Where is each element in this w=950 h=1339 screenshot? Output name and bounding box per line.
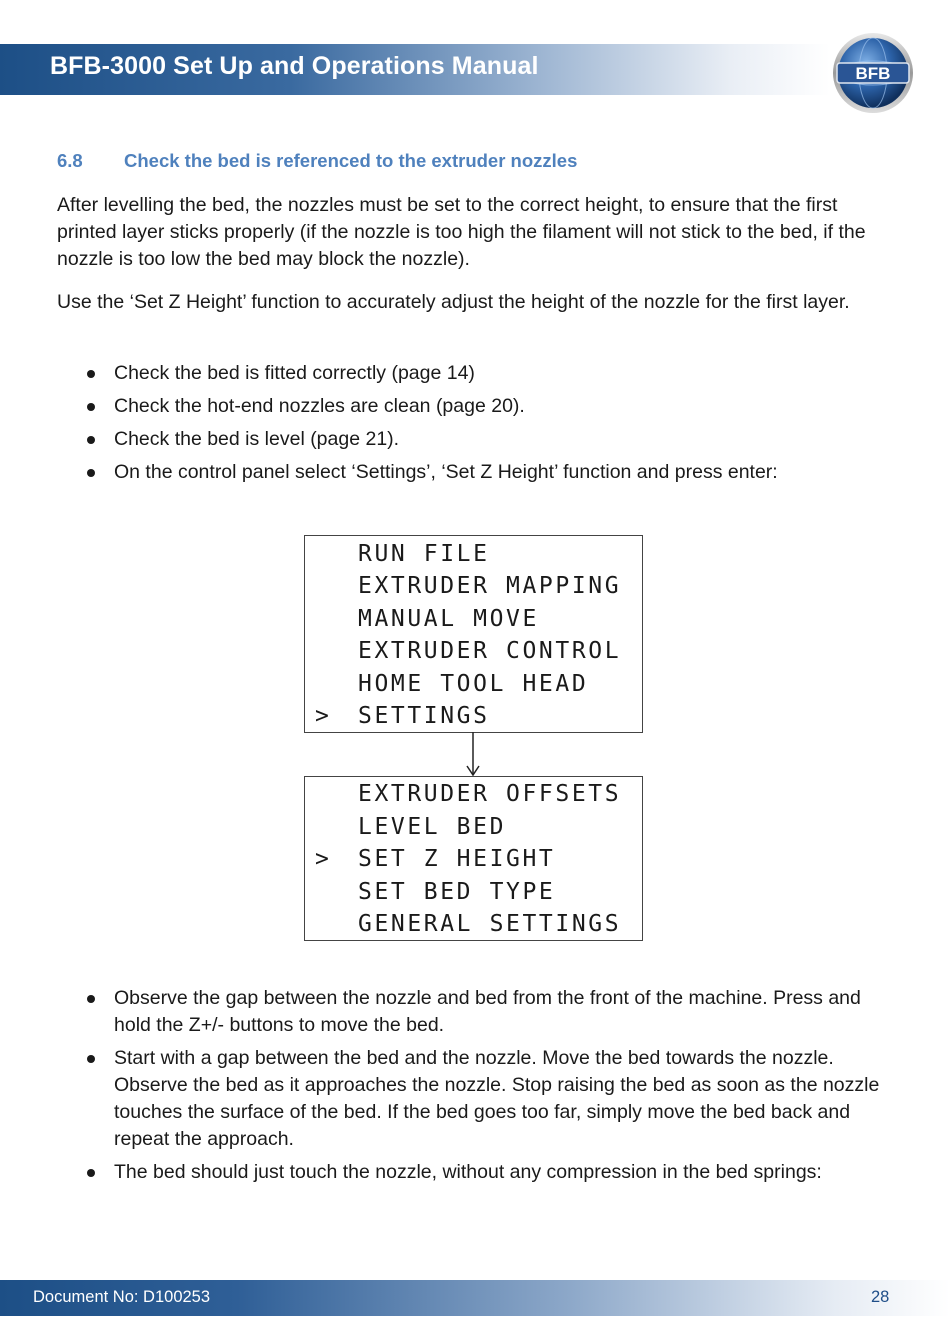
list-item: Start with a gap between the bed and the nozzle. Move the bed towards the nozzle. Observe the bed as it approaches the nozzle. Stop raising the bed as soon as the nozzle touches the surface of the bed. If the bed goes too far, simply move the bed back and repeat the approach. <box>57 1045 897 1153</box>
lcd-main-menu <box>304 535 643 733</box>
lcd-cursor: > <box>315 703 329 729</box>
list-item: On the control panel select ‘Settings’, ‘Set Z Height’ function and press enter: <box>57 459 897 486</box>
lcd-menu-item-selected: SET Z HEIGHT <box>358 846 556 872</box>
lcd-menu-item: EXTRUDER CONTROL <box>358 638 622 664</box>
set-z-height-paragraph: Use the ‘Set Z Height’ function to accurately adjust the height of the nozzle for the first layer. <box>57 291 850 313</box>
bullet-icon <box>87 436 95 444</box>
intro-paragraph: After levelling the bed, the nozzles must be set to the correct height, to ensure that the first printed layer sticks properly (if the nozzle is too high the filament will not stick to the bed, if the nozzle is too low the bed may block the nozzle). <box>57 194 866 270</box>
section-number: 6.8 <box>57 150 83 171</box>
bullet-icon <box>87 1169 95 1177</box>
list-item: Observe the gap between the nozzle and bed from the front of the machine. Press and hold the Z+/- buttons to move the bed. <box>57 985 897 1039</box>
lcd-cursor: > <box>315 846 329 872</box>
list-item: Check the hot-end nozzles are clean (page 20). <box>57 393 897 420</box>
lcd-menu-item: HOME TOOL HEAD <box>358 671 589 697</box>
lcd-menu-item: LEVEL BED <box>358 814 507 840</box>
list-item: Check the bed is fitted correctly (page 14) <box>57 360 897 387</box>
page-number: 28 <box>871 1288 890 1306</box>
bullet-icon <box>87 469 95 477</box>
bullet-icon <box>87 1055 95 1063</box>
lcd-menu-item: SET BED TYPE <box>358 879 556 905</box>
checklist-after <box>57 985 897 1192</box>
bullet-icon <box>87 370 95 378</box>
bfb-logo <box>831 31 915 115</box>
bullet-icon <box>87 995 95 1003</box>
lcd-menu-item-selected: SETTINGS <box>358 703 490 729</box>
checklist-before <box>57 360 897 492</box>
manual-title: BFB-3000 Set Up and Operations Manual <box>50 52 539 80</box>
lcd-menu-item: EXTRUDER OFFSETS <box>358 781 622 807</box>
list-item: The bed should just touch the nozzle, without any compression in the bed springs: <box>57 1159 897 1186</box>
svg-text:BFB: BFB <box>855 64 891 83</box>
bullet-icon <box>87 403 95 411</box>
lcd-settings-menu <box>304 776 643 941</box>
down-arrow-icon <box>463 732 483 778</box>
lcd-menu-item: RUN FILE <box>358 541 490 567</box>
lcd-menu-item: MANUAL MOVE <box>358 606 539 632</box>
lcd-menu-item: EXTRUDER MAPPING <box>358 573 622 599</box>
lcd-menu-item: GENERAL SETTINGS <box>358 911 622 937</box>
list-item: Check the bed is level (page 21). <box>57 426 897 453</box>
section-title: Check the bed is referenced to the extruder nozzles <box>124 150 578 171</box>
section-heading <box>57 150 577 172</box>
document-number: Document No: D100253 <box>33 1288 211 1306</box>
